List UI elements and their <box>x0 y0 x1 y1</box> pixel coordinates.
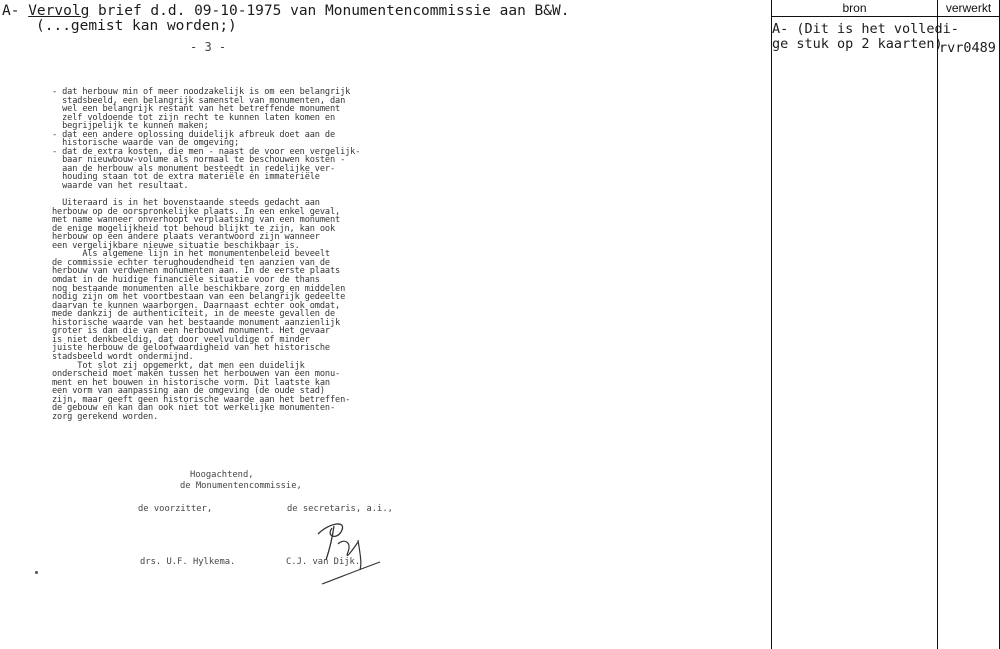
body-line: Tot slot zij opgemerkt, dat men een duidelijk <box>52 360 305 371</box>
bron-line-2: ge stuk op 2 kaarten) <box>772 36 943 52</box>
body-line: een vorm van aanpassing aan de omgeving (de oude stad) <box>52 386 325 397</box>
body-line: daarvan te kunnen waarborgen. Daarnaast echter ook omdat, <box>52 300 341 311</box>
body-line: de commissie echter terughoudendheid ten aanzien van de <box>52 257 330 268</box>
body-line: groter is dan die van een herbouwd monument. Het gevaar <box>52 326 330 337</box>
body-line: nodig zijn om het voortbestaan van een belangrijk gedeelte <box>52 292 346 303</box>
body-line: ment en het bouwen in historische vorm. Dit laatste kan <box>52 377 330 388</box>
body-line: met name wanneer onverhoopt verplaatsing van een monument <box>52 215 341 226</box>
body-line: juiste herbouw de geloofwaardigheid van het historische <box>52 343 330 354</box>
body-line: historische waarde van de omgeving; <box>52 138 239 149</box>
body-line: baar nieuwbouw-volume als normaal te beschouwen kosten - <box>52 155 346 166</box>
closing-greeting: Hoogachtend, <box>190 470 254 480</box>
body-line: herbouw van verdwenen monumenten aan. In de eerste plaats <box>52 266 341 277</box>
header-prefix: A- <box>2 3 29 19</box>
body-line: wel een belangrijk restant van het betreffende monument <box>52 104 341 115</box>
body-line: Als algemene lijn in het monumentenbeleid beveelt <box>52 249 330 260</box>
signature-scribble <box>308 518 388 590</box>
verwerkt-column-header: verwerkt <box>945 1 992 15</box>
bron-line-1: A- (Dit is het volledi- <box>772 21 959 37</box>
body-line: waarde van het resultaat. <box>52 181 189 192</box>
secretary-name: C.J. van Dijk. <box>286 557 361 567</box>
body-line: herbouw op de oorspronkelijke plaats. In een enkel geval, <box>52 206 341 217</box>
body-line: - dat een andere oplossing duidelijk afbreuk doet aan de <box>52 129 336 140</box>
chair-name: drs. U.F. Hylkema. <box>140 557 236 567</box>
body-line: aan de herbouw als monument besteedt in redelijke ver- <box>52 163 336 174</box>
body-line: de enige mogelijkheid tot behoud blijkt te zijn, kan ook <box>52 223 336 234</box>
body-line: stadsbeeld wordt ondermijnd. <box>52 351 194 362</box>
chair-title: de voorzitter, <box>138 504 213 514</box>
secretary-title: de secretaris, a.i., <box>287 504 393 514</box>
closing-committee: de Monumentencommissie, <box>180 481 302 491</box>
body-line: Uiteraard is in het bovenstaande steeds gedacht aan <box>52 198 320 209</box>
archive-index-table <box>771 0 1000 649</box>
body-line: stadsbeeld, een belangrijk samenstel van monumenten, dan <box>52 95 346 106</box>
table-left-border <box>771 0 772 649</box>
stray-dot <box>35 571 38 574</box>
table-header-divider <box>771 16 1000 17</box>
header-title-rest: brief d.d. 09-10-1975 van Monumentencommissie aan B&W. <box>89 3 570 19</box>
body-line: een vergelijkbare nieuwe situatie beschikbaar is. <box>52 240 300 251</box>
body-line: zelf voldoende tot zijn recht te kunnen laten komen en <box>52 112 336 123</box>
body-line: - dat de extra kosten, die men - naast de voor een vergelijk- <box>52 146 361 157</box>
body-line: omdat in de huidige financiële situatie voor de thans <box>52 275 320 286</box>
bron-cell <box>772 22 959 52</box>
body-line: nog bestaande monumenten alle beschikbare zorg en middelen <box>52 283 346 294</box>
header-subtitle: (...gemist kan worden;) <box>36 18 237 34</box>
body-line: zijn, maar geeft geen historische waarde aan het betreffen- <box>52 394 351 405</box>
table-column-divider <box>937 0 938 649</box>
body-line: begrijpelijk te kunnen maken; <box>52 121 209 132</box>
header-underlined-word: Vervolg <box>28 3 90 19</box>
body-line: - dat herbouw min of meer noodzakelijk is om een belangrijk <box>52 87 351 97</box>
document-header <box>2 4 569 34</box>
letter-body <box>52 88 397 421</box>
bron-column-header: bron <box>842 1 867 15</box>
body-line: mede dankzij de authenticiteit, in de meeste gevallen de <box>52 309 336 320</box>
body-line: historische waarde van het bestaande monument aanzienlijk <box>52 317 341 328</box>
body-line: zorg gerekend worden. <box>52 411 159 422</box>
body-line: houding staan tot de extra materiële én immateriële <box>52 172 320 183</box>
page-number: - 3 - <box>190 40 227 54</box>
body-line: is niet denkbeeldig, dat door veelvuldige of minder <box>52 334 310 345</box>
verwerkt-cell: rvr0489 <box>939 40 996 56</box>
body-line: onderscheid moet maken tussen het herbouwen van een monu- <box>52 369 341 380</box>
body-line: herbouw op een andere plaats verantwoord zijn wanneer <box>52 232 320 243</box>
body-line: de gebouw en kan dan ook niet tot werkelijke monumenten- <box>52 403 336 414</box>
